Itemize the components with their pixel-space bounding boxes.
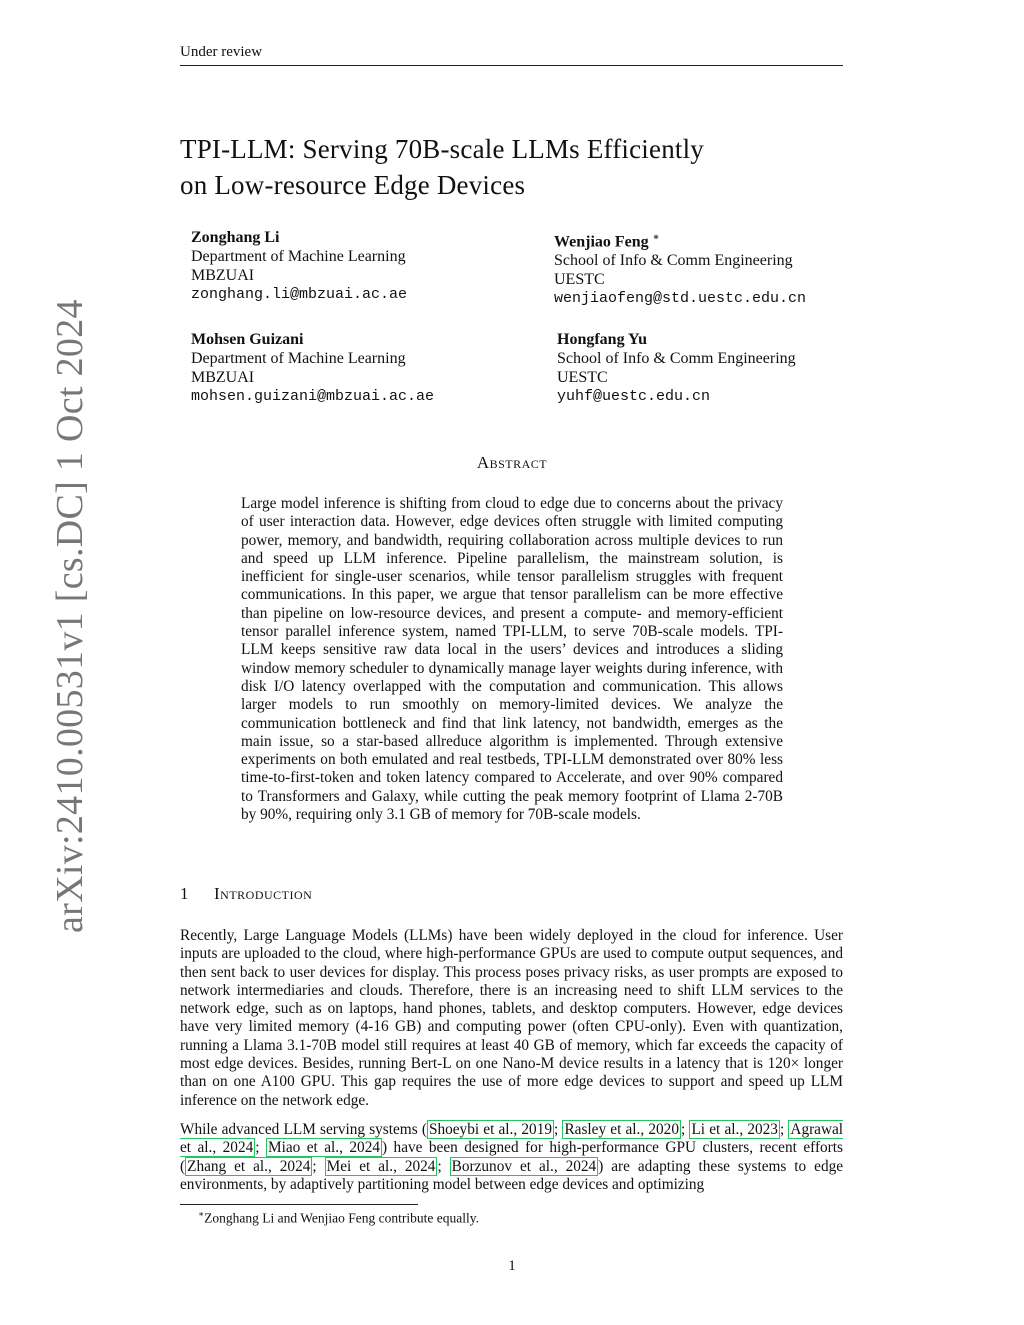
footnote-mark: ∗ [198, 1209, 205, 1219]
author-institution: MBZUAI [191, 369, 255, 386]
abstract-heading: Abstract [476, 453, 548, 472]
paragraph-text: ; [255, 1139, 266, 1157]
paragraph-text: ) are adapting these systems to edge environments, by adaptively partitioning model between edge devices and optimizing [180, 1157, 844, 1193]
page-number: 1 [508, 1258, 516, 1274]
section-heading [180, 884, 312, 904]
citation-link[interactable]: Li et al., 2023 [691, 1121, 778, 1138]
author-affiliation: School of Info & Comm Engineering [554, 252, 793, 270]
paragraph-text: While advanced LLM serving systems ( [180, 1121, 427, 1138]
citation-link[interactable]: Rasley et al., 2020 [564, 1121, 679, 1138]
paragraph-text: ; [437, 1157, 450, 1175]
title-line-2: on Low-resource Edge Devices [180, 170, 526, 200]
author-name: Hongfang Yu [557, 331, 647, 348]
author-institution: UESTC [554, 271, 605, 289]
author-email[interactable]: zonghang.li@mbzuai.ac.ae [191, 286, 408, 303]
title-line-1: TPI-LLM: Serving 70B-scale LLMs Efficiently [180, 134, 704, 164]
author-footnote-mark[interactable]: ∗ [652, 232, 660, 243]
paragraph-text: ; [312, 1157, 325, 1175]
author-name: Zonghang Li [191, 229, 280, 246]
author-name [554, 228, 806, 251]
abstract-text: Large model inference is shifting from cloud to edge due to concerns about the privacy of user interaction data. However, edge devices often struggle with limited computing power, memory, and bandwidth, requiring collaboration across multiple devices to run and speed up LLM inference. Pipeline parallelism, the mainstream solution, is inefficient for single-user scenarios, while tensor parallelism struggles with frequent communications. In this paper, we argue that tensor parallelism can be more effective than pipeline on low-resource devices, and present a compute- and memory-efficient tensor parallel inference system, named TPI-LLM, to serve 70B-scale models. TPI-LLM keeps sensitive raw data local in the users’ devices and introduces a sliding window memory scheduler to dynamically manage layer weights during inference, with disk I/O latency overlapped with the computation and communication. This allows larger models to run smoothly on memory-limited devices. We analyze the communication bottleneck and find that link latency, not bandwidth, emerges as the main issue, so a star-based allreduce algorithm is implemented. Through extensive experiments on both emulated and real testbeds, TPI-LLM demonstrated over 80% less time-to-first-token and token latency compared to Accelerate, and over 90% compared to Transformers and Galaxy, while cutting the peak memory footprint of Llama 2-70B by 90%, requiring only 3.1 GB of memory for 70B-scale models. [241, 495, 783, 824]
arxiv-identifier[interactable]: arXiv:2410.00531v1 [cs.DC] 1 Oct 2024 [49, 299, 91, 933]
author-institution: UESTC [557, 369, 608, 386]
header-rule [180, 65, 843, 66]
author-affiliation: School of Info & Comm Engineering [557, 350, 796, 367]
author-block [554, 228, 806, 308]
intro-paragraph-2 [180, 1121, 843, 1194]
author-block [557, 330, 796, 406]
citation-link[interactable]: Borzunov et al., 2024 [451, 1157, 597, 1175]
footnote-text: Zonghang Li and Wenjiao Feng contribute equally. [204, 1210, 479, 1226]
paragraph-text: ; [779, 1121, 789, 1138]
author-block [191, 228, 407, 304]
paragraph-text: ) have been designed for high-performance GPU clusters, recent efforts ( [180, 1139, 843, 1175]
author-affiliation: Department of Machine Learning [191, 248, 406, 265]
author-name: Mohsen Guizani [191, 331, 304, 348]
author-email[interactable]: mohsen.guizani@mbzuai.ac.ae [191, 388, 435, 405]
citation-link[interactable]: Agrawal et al., 2024 [180, 1121, 844, 1157]
author-name-text: Wenjiao Feng [554, 233, 649, 251]
footnote [198, 1209, 479, 1227]
citation-link[interactable]: Shoeybi et al., 2019 [428, 1121, 552, 1138]
author-institution: MBZUAI [191, 267, 255, 284]
author-email[interactable]: wenjiaofeng@std.uestc.edu.cn [554, 290, 807, 308]
footnote-rule [180, 1204, 418, 1205]
intro-paragraph-1: Recently, Large Language Models (LLMs) have been widely deployed in the cloud for inference. User inputs are uploaded to the cloud, where high-performance GPUs are used to compute output sequences, and then sent back to user devices for display. This process poses privacy risks, as user prompts are exposed to network intermediaries and clouds. Therefore, there is an increasing need to shift LLM services to the network edge, such as on laptops, hand phones, tablets, and desktop computers. However, edge devices have very limited memory (4-16 GB) and computing power (often CPU-only). Even with quantization, running a Llama 3.1-70B model still requires at least 40 GB of memory, which far exceeds the capacity of most edge devices. Besides, running Bert-L on one Nano-M device results in a latency that is 120× longer than on one A100 GPU. This gap requires the use of more edge devices to support and speed up LLM inference on the network edge. [180, 927, 843, 1109]
citation-link[interactable]: Mei et al., 2024 [326, 1157, 436, 1175]
citation-link[interactable]: Miao et al., 2024 [267, 1139, 380, 1157]
author-affiliation: Department of Machine Learning [191, 350, 406, 367]
running-header: Under review [180, 44, 263, 60]
citation-link[interactable]: Zhang et al., 2024 [187, 1157, 311, 1175]
paragraph-text: ; [554, 1121, 563, 1138]
section-number: 1 [180, 884, 189, 903]
paragraph-text: ; [680, 1121, 690, 1138]
paper-title [180, 131, 870, 203]
author-email[interactable]: yuhf@uestc.edu.cn [557, 388, 711, 405]
section-title: Introduction [214, 884, 313, 903]
author-block [191, 330, 434, 406]
